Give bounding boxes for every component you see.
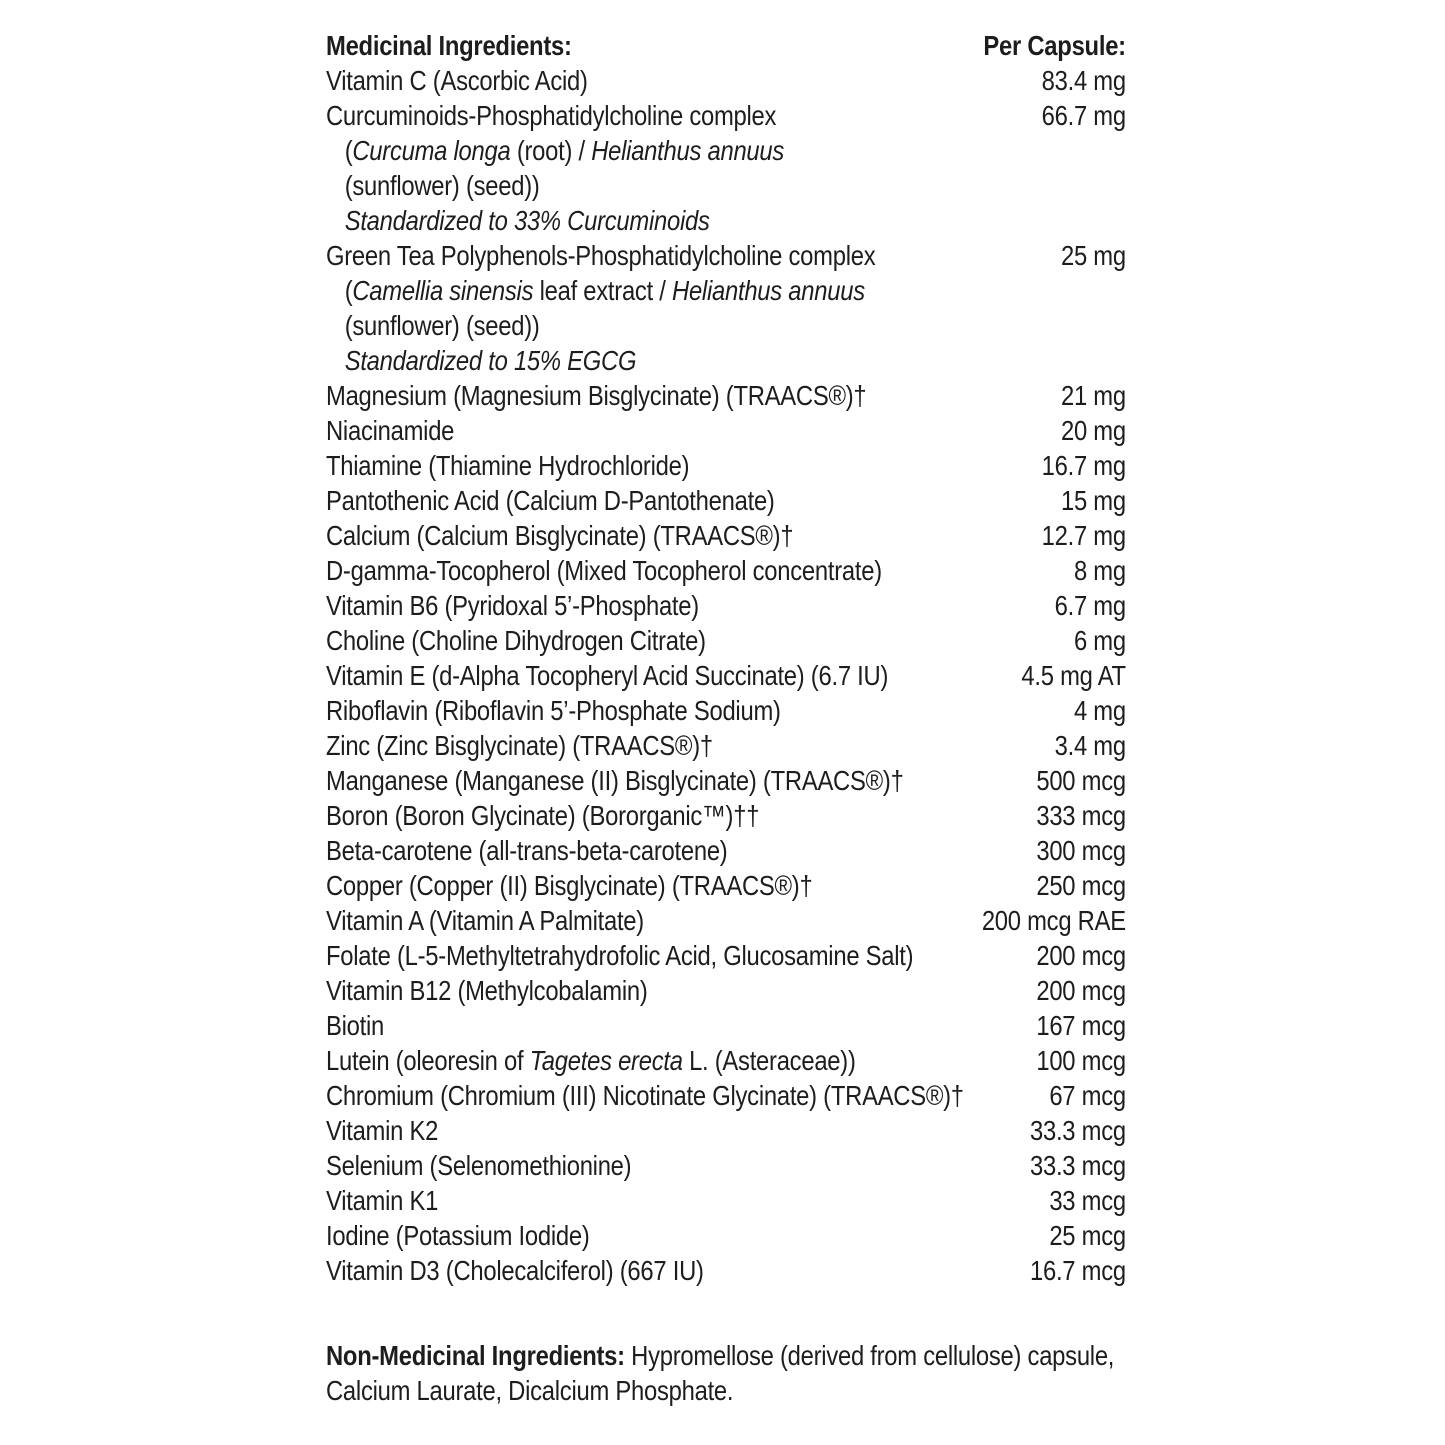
- ingredient-amount: 4.5 mg AT: [1021, 660, 1126, 691]
- ingredient-row: [326, 483, 1126, 518]
- ingredient-name: [326, 378, 1044, 413]
- ingredient-row: [326, 833, 1126, 868]
- ingredient-row: [326, 343, 1126, 378]
- ingredient-amount: 500 mcg: [1036, 765, 1126, 796]
- ingredient-name: [326, 483, 1044, 518]
- ingredient-name-latin: Standardized to 33% Curcuminoids: [344, 205, 710, 236]
- ingredient-name-text: Boron (Boron Glycinate) (Bororganic™)††: [326, 800, 760, 831]
- ingredient-name: [326, 553, 1057, 588]
- ingredient-amount: 16.7 mcg: [1029, 1255, 1126, 1286]
- ingredient-row: [326, 1183, 1126, 1218]
- ingredient-name-text: (sunflower) (seed)): [344, 310, 540, 341]
- ingredient-amount: 100 mcg: [1036, 1045, 1126, 1076]
- ingredient-name-text: Selenium (Selenomethionine): [326, 1150, 632, 1181]
- ingredient-amount: 20 mg: [1060, 415, 1126, 446]
- ingredient-name: [326, 238, 1044, 273]
- ingredient-row: [326, 763, 1126, 798]
- ingredient-row: [326, 903, 1126, 938]
- ingredient-name-latin: Tagetes erecta: [529, 1045, 683, 1076]
- non-medicinal-text: Hypromellose (derived from cellulose) capsule, Calcium Laurate, Dicalcium Phosphate.: [326, 1340, 1115, 1406]
- ingredient-name-text: Folate (L-5-Methyltetrahydrofolic Acid, Glucosamine Salt): [326, 940, 914, 971]
- ingredient-row: [326, 868, 1126, 903]
- ingredient-amount: 167 mcg: [1036, 1010, 1126, 1041]
- ingredient-name-text: (sunflower) (seed)): [344, 170, 540, 201]
- ingredient-amount: 21 mg: [1060, 380, 1126, 411]
- ingredient-name-latin: Standardized to 15% EGCG: [344, 345, 637, 376]
- ingredient-row: [326, 238, 1126, 273]
- ingredient-row: [326, 1218, 1126, 1253]
- ingredient-amount: 300 mcg: [1036, 835, 1126, 866]
- ingredient-name-text: leaf extract /: [533, 275, 673, 306]
- ingredient-name: [326, 1148, 1013, 1183]
- ingredient-name-text: (: [344, 135, 353, 166]
- ingredient-amount: 15 mg: [1060, 485, 1126, 516]
- ingredient-name-text: Green Tea Polyphenols-Phosphatidylcholine complex: [326, 240, 876, 271]
- ingredient-row: [326, 308, 1126, 343]
- ingredient-name-text: Vitamin D3 (Cholecalciferol) (667 IU): [326, 1255, 704, 1286]
- ingredient-name: [326, 658, 1004, 693]
- ingredient-name-text: Calcium (Calcium Bisglycinate) (TRAACS®)†: [326, 520, 794, 551]
- ingredient-name: [326, 273, 1126, 308]
- non-medicinal-paragraph: [326, 1338, 1126, 1408]
- ingredient-name-latin: Curcuma longa: [352, 135, 511, 166]
- ingredient-amount: 66.7 mg: [1041, 100, 1126, 131]
- ingredient-rows: [326, 63, 1126, 1288]
- ingredient-name: [326, 413, 1044, 448]
- ingredient-name: [326, 1218, 1032, 1253]
- ingredient-row: [326, 448, 1126, 483]
- ingredient-amount: 83.4 mg: [1041, 65, 1126, 96]
- ingredient-amount: 6.7 mg: [1054, 590, 1126, 621]
- ingredient-name-text: Zinc (Zinc Bisglycinate) (TRAACS®)†: [326, 730, 713, 761]
- column-header-medicinal-ingredients: Medicinal Ingredients:: [326, 30, 572, 61]
- ingredient-name: [326, 1113, 1013, 1148]
- ingredient-amount: 33 mcg: [1049, 1185, 1126, 1216]
- ingredient-row: [326, 623, 1126, 658]
- ingredient-amount: 250 mcg: [1036, 870, 1126, 901]
- ingredient-name: [326, 448, 1025, 483]
- ingredient-row: [326, 938, 1126, 973]
- ingredient-row: [326, 98, 1126, 133]
- ingredient-name: [326, 63, 1025, 98]
- ingredient-name: [326, 518, 1025, 553]
- ingredient-name: [326, 1078, 1032, 1113]
- ingredient-row: [326, 1253, 1126, 1288]
- ingredient-amount: 200 mcg RAE: [981, 905, 1126, 936]
- ingredient-name-text: Vitamin K1: [326, 1185, 439, 1216]
- ingredient-amount: 67 mcg: [1049, 1080, 1126, 1111]
- ingredient-amount: 200 mcg: [1036, 940, 1126, 971]
- ingredient-name-text: Vitamin E (d-Alpha Tocopheryl Acid Succinate) (6.7 IU): [326, 660, 889, 691]
- ingredient-name-text: Iodine (Potassium Iodide): [326, 1220, 590, 1251]
- ingredient-amount: 4 mg: [1073, 695, 1126, 726]
- ingredient-row: [326, 798, 1126, 833]
- ingredient-amount: 33.3 mcg: [1029, 1150, 1126, 1181]
- ingredient-row: [326, 588, 1126, 623]
- ingredient-row: [326, 1008, 1126, 1043]
- column-header-per-capsule: Per Capsule:: [983, 30, 1126, 61]
- ingredient-amount: 12.7 mg: [1041, 520, 1126, 551]
- ingredient-name-text: Pantothenic Acid (Calcium D-Pantothenate): [326, 485, 775, 516]
- ingredient-name: [326, 343, 1126, 378]
- ingredient-name: [326, 168, 1126, 203]
- ingredient-name: [326, 1008, 1019, 1043]
- ingredient-name: [326, 308, 1126, 343]
- ingredients-panel: [326, 28, 1126, 1408]
- ingredient-name-text: L. (Asteraceae)): [682, 1045, 856, 1076]
- ingredient-name: [326, 133, 1126, 168]
- ingredient-row: [326, 203, 1126, 238]
- ingredient-row: [326, 378, 1126, 413]
- ingredient-name-latin: Helianthus annuus: [672, 275, 865, 306]
- ingredient-row: [326, 273, 1126, 308]
- ingredient-name: [326, 903, 965, 938]
- ingredient-name-text: D-gamma-Tocopherol (Mixed Tocopherol concentrate): [326, 555, 882, 586]
- ingredient-name: [326, 203, 1126, 238]
- ingredient-row: [326, 728, 1126, 763]
- ingredient-amount: 33.3 mcg: [1029, 1115, 1126, 1146]
- ingredient-name: [326, 1183, 1032, 1218]
- ingredient-row: [326, 133, 1126, 168]
- ingredient-name: [326, 868, 1019, 903]
- ingredient-name-latin: Camellia sinensis: [352, 275, 534, 306]
- ingredient-name: [326, 1253, 1013, 1288]
- ingredient-row: [326, 413, 1126, 448]
- ingredient-name-text: (: [344, 275, 353, 306]
- ingredient-name-text: Vitamin C (Ascorbic Acid): [326, 65, 588, 96]
- ingredient-row: [326, 693, 1126, 728]
- ingredient-name-text: Magnesium (Magnesium Bisglycinate) (TRAACS®)†: [326, 380, 867, 411]
- ingredient-row: [326, 1043, 1126, 1078]
- ingredient-row: [326, 658, 1126, 693]
- ingredient-name-text: Choline (Choline Dihydrogen Citrate): [326, 625, 706, 656]
- ingredient-row: [326, 1078, 1126, 1113]
- ingredient-name-text: Copper (Copper (II) Bisglycinate) (TRAACS®)†: [326, 870, 813, 901]
- table-header: [326, 28, 1126, 63]
- ingredient-name: [326, 763, 1019, 798]
- ingredient-name-text: Niacinamide: [326, 415, 455, 446]
- ingredient-amount: 333 mcg: [1036, 800, 1126, 831]
- ingredient-name: [326, 798, 1019, 833]
- ingredient-name-latin: Helianthus annuus: [591, 135, 785, 166]
- ingredient-name-text: Chromium (Chromium (III) Nicotinate Glycinate) (TRAACS®)†: [326, 1080, 964, 1111]
- ingredient-name: [326, 693, 1057, 728]
- ingredient-amount: 6 mg: [1073, 625, 1126, 656]
- ingredient-name-text: Riboflavin (Riboflavin 5’-Phosphate Sodium): [326, 695, 781, 726]
- ingredient-row: [326, 1113, 1126, 1148]
- ingredient-name: [326, 938, 1019, 973]
- ingredient-name-text: Beta-carotene (all-trans-beta-carotene): [326, 835, 728, 866]
- ingredient-name: [326, 98, 1025, 133]
- ingredient-name: [326, 588, 1038, 623]
- ingredient-name: [326, 1043, 1019, 1078]
- ingredient-amount: 200 mcg: [1036, 975, 1126, 1006]
- ingredient-row: [326, 168, 1126, 203]
- ingredient-name: [326, 623, 1057, 658]
- ingredient-amount: 8 mg: [1073, 555, 1126, 586]
- ingredient-name-text: Biotin: [326, 1010, 385, 1041]
- ingredient-row: [326, 63, 1126, 98]
- ingredient-name: [326, 973, 1019, 1008]
- ingredient-name-text: (root) /: [510, 135, 592, 166]
- ingredient-name: [326, 728, 1038, 763]
- non-medicinal-title: Non-Medicinal Ingredients:: [326, 1340, 625, 1371]
- ingredient-name-text: Curcuminoids-Phosphatidylcholine complex: [326, 100, 777, 131]
- ingredient-row: [326, 1148, 1126, 1183]
- ingredient-amount: 16.7 mg: [1041, 450, 1126, 481]
- ingredient-name: [326, 833, 1019, 868]
- ingredient-name-text: Vitamin K2: [326, 1115, 439, 1146]
- ingredient-amount: 3.4 mg: [1054, 730, 1126, 761]
- ingredient-name-text: Thiamine (Thiamine Hydrochloride): [326, 450, 690, 481]
- ingredient-amount: 25 mg: [1060, 240, 1126, 271]
- ingredient-row: [326, 553, 1126, 588]
- ingredient-name-text: Lutein (oleoresin of: [326, 1045, 530, 1076]
- ingredient-name-text: Vitamin B12 (Methylcobalamin): [326, 975, 648, 1006]
- ingredient-row: [326, 518, 1126, 553]
- ingredient-name-text: Manganese (Manganese (II) Bisglycinate) (TRAACS®)†: [326, 765, 904, 796]
- ingredient-amount: 25 mcg: [1049, 1220, 1126, 1251]
- ingredient-name-text: Vitamin A (Vitamin A Palmitate): [326, 905, 644, 936]
- ingredient-row: [326, 973, 1126, 1008]
- ingredient-name-text: Vitamin B6 (Pyridoxal 5’-Phosphate): [326, 590, 699, 621]
